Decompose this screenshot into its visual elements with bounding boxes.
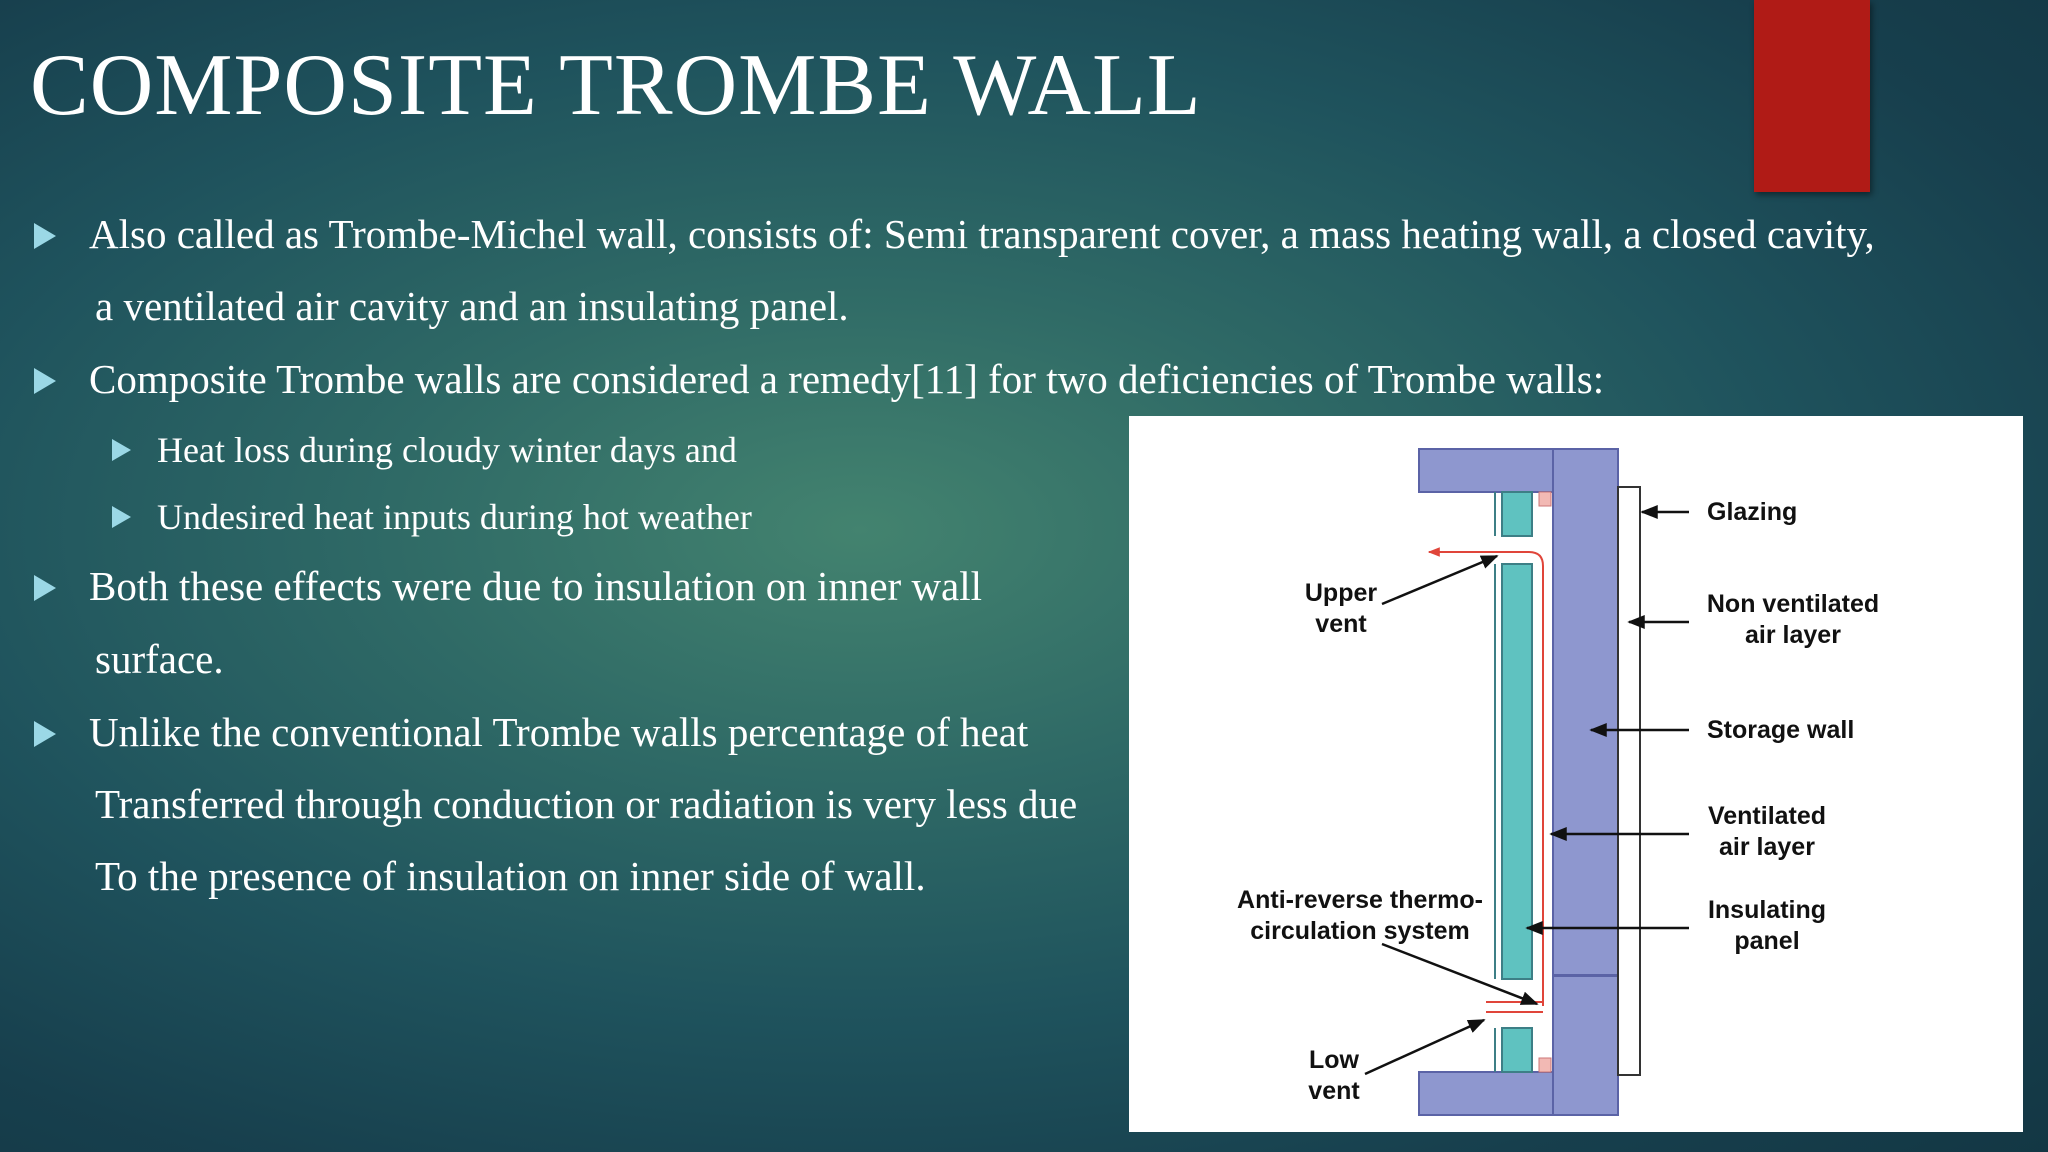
bullet-arrow-icon [34, 368, 56, 394]
bullet-3-line-1: Both these effects were due to insulation on inner wall [89, 563, 983, 609]
trombe-wall-diagram [1129, 416, 2023, 1132]
bullet-1-line-2: a ventilated air cavity and an insulating panel. [95, 283, 849, 329]
insulating-panel [1502, 492, 1532, 1072]
label-insulating-1: Insulating [1707, 896, 1827, 924]
bullet-arrow-icon [34, 223, 56, 249]
label-ventilated-1: Ventilated [1707, 802, 1827, 830]
label-insulating-2: panel [1734, 927, 1800, 955]
slide-title: COMPOSITE TROMBE WALL [30, 37, 1202, 134]
label-storage-wall: Storage wall [1707, 716, 1855, 744]
sub-bullet-2: Undesired heat inputs during hot weather [157, 497, 752, 537]
bullet-1-line-1: Also called as Trombe-Michel wall, consists of: Semi transparent cover, a mass heating wall, a closed cavity, [89, 211, 1875, 257]
sub-bullet-1: Heat loss during cloudy winter days and [157, 430, 737, 470]
label-low-vent-1: Low [1309, 1046, 1359, 1074]
bullet-4-line-2: Transferred through conduction or radiation is very less due [95, 781, 1078, 827]
accent-bar [1754, 0, 1870, 192]
bullet-arrow-icon [34, 575, 56, 601]
bullet-arrow-icon [34, 721, 56, 747]
bullet-4-line-1: Unlike the conventional Trombe walls percentage of heat [89, 709, 1029, 755]
label-upper-vent-1: Upper [1304, 579, 1378, 607]
label-low-vent-2: vent [1308, 1077, 1360, 1105]
seal-bottom [1539, 1058, 1551, 1072]
label-glazing: Glazing [1707, 498, 1798, 526]
seal-top [1539, 492, 1551, 506]
label-non-ventilated-1: Non ventilated [1706, 590, 1880, 618]
label-anti-reverse-1: Anti-reverse thermo- [1237, 886, 1483, 914]
bullet-2-line-1: Composite Trombe walls are considered a remedy[11] for two deficiencies of Trombe walls: [89, 356, 1605, 402]
label-ventilated-2: air layer [1719, 833, 1815, 861]
label-anti-reverse-2: circulation system [1250, 917, 1470, 945]
sub-bullet-arrow-icon [112, 506, 131, 528]
glazing [1618, 487, 1640, 1075]
label-upper-vent-2: vent [1315, 610, 1367, 638]
diagram-svg [1129, 416, 2023, 1132]
label-non-ventilated-2: air layer [1745, 621, 1841, 649]
sub-bullet-arrow-icon [112, 439, 131, 461]
bullet-4-line-3: To the presence of insulation on inner side of wall. [95, 853, 926, 899]
bullet-3-line-2: surface. [95, 636, 224, 682]
